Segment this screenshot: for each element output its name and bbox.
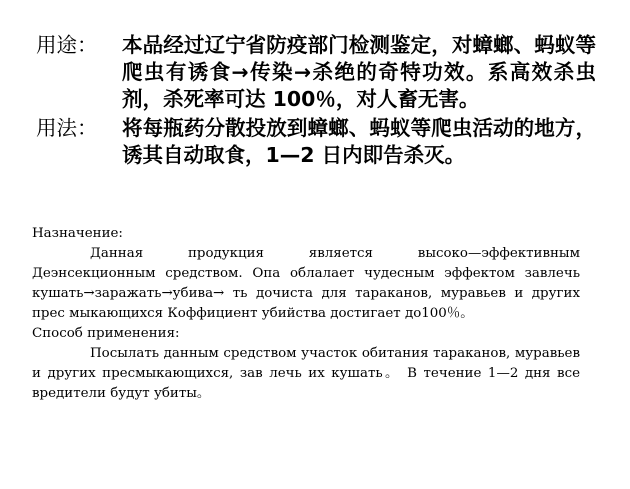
method-label: 用法： xyxy=(36,116,98,140)
chinese-section xyxy=(36,32,596,169)
usage-label: 用途： xyxy=(36,33,98,57)
purpose-heading: Назначение: xyxy=(32,226,123,241)
method-row xyxy=(36,115,596,169)
usage-text: 本品经过辽宁省防疫部门检测鉴定，对蟑螂、蚂蚁等爬虫有诱食→传染→杀绝的奇特功效。系高效杀虫剂，杀死率可达 100％，对人畜无害。 xyxy=(122,33,596,111)
usage-row xyxy=(36,32,596,113)
application-text: Посылать данным средством участок обитания тараканов, муравьев и других пресмыкающихся, зав лечь их кушать。 В течение 1—2 дня все вредители будут убиты。 xyxy=(32,346,580,401)
application-heading: Способ применения: xyxy=(32,326,180,341)
russian-section xyxy=(32,224,580,404)
method-text: 将每瓶药分散投放到蟑螂、蚂蚁等爬虫活动的地方，诱其自动取食，1—2 日内即告杀灭。 xyxy=(122,116,596,167)
purpose-text: Данная продукция является высоко—эффективным Деэнсекционным средством. Опа облалает чудесным эффектом завлечь кушать→заражать→убива→ ть дочиста для тараканов, муравьев и других прес мыкающихся Коффициент убийства достигает до100％。 xyxy=(32,246,580,321)
